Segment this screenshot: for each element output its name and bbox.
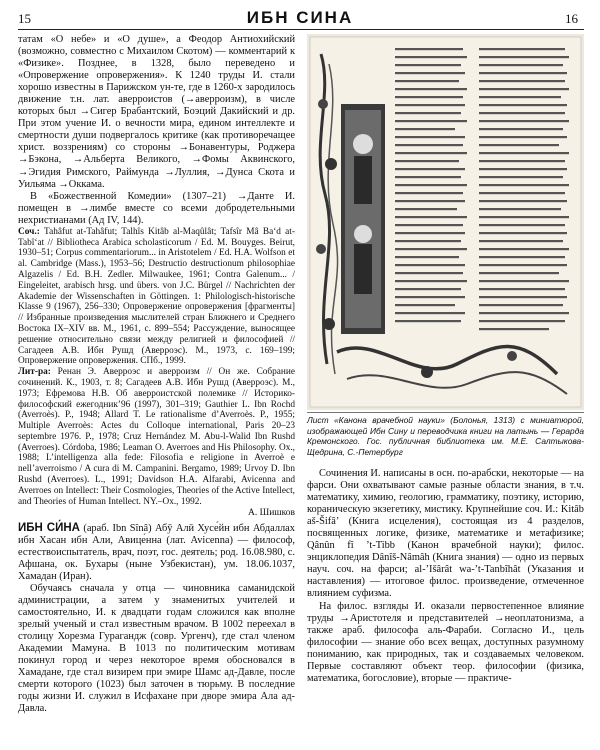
figure-caption: Лист «Канона врачебной науки» (Болонья, 1313) с миниатюрой, изображающей Ибн Сину и переводчика книги на латынь — Герарда Кремонского. Гос. публичная библиотека им. М.Е. Салтыкова-Щедрина, С.-Петербург (307, 412, 584, 457)
entry-headword: ИБН СИ́НА (18, 521, 80, 534)
paragraph: Обучаясь сначала у отца — чиновника саманидской администрации, а затем у знаменитых учителей и самостоятельно, И. к двадцати годам сложился как вполне зрелый ученый и стал известным врачом. В 1002 переехал в столицу Хорезма Гурагандж (совр. Ургенч), где стал членом Академии Мамуна. В 1013 по политическим мотивам покинул город и через некоторое время обосновался в Хамадане, где стал визирем при эмире Шамс ад-Давле, после смерти которого (1023) был заточен в тюрьму. В последние годы жизни И. служил в Исфахане при дворе эмира Ала ад-Давла. (18, 582, 295, 715)
right-column (307, 468, 584, 685)
paragraph: татам «О небе» и «О душе», а Феодор Антиохийский (возможно, совместно с Михаилом Скотом) — комментарий к «Физике». Позднее, в 1328, было переведено и «Опровержение опровержения». К 1240 труды И. стали хорошо известны в Парижском ун-те, где в 1260-х зародилось движение т.н. лат. аверроистов (→аверроизм), в числе которых был →Сигер Брабантский, Боэций Дакийский и др. При этом учение И. о вечности мира, едином интеллекте и смертности души подвергалось критике (как противоречащее христ. воззрениям) со стороны →Бонавентуры, Роджера →Бэкона, →Альберта Великого, →Фомы Аквинского, →Эгидия Римского, Раймунда →Луллия, →Дунса Скота и Уильяма →Оккама. (18, 34, 295, 190)
works-text: Tahâfut at-Tahâfut; Talhîs Kitâb al-Maqûlât; Tafsîr Mâ Ba‘d at-Tabî‘at // Bibliotheca Arabica scholasticorum / Ed. M. Bouyges. Beirut, 1930–51; Corpus commentariorum... in Aristotelem / Ed. H.A. Wolfson et al. Cambridge (Mass.), 1953–56; Destructio destructionum philosophiae Algazelis / Ed. B.H. Zedler. Milwaukee, 1961; Contra Galenum... / Eingeleitet, arabisch hrsg. und übers. von J.C. Bürgel // Nachrichten der Akademie der Wissenschaften in Göttingen. 1: Philologisch-historische Klasse 9 (1967), 256–330; Опровержение опровержения [фрагменты] // Избранные произведения мыслителей стран Ближнего и Среднего Востока IX–XIV вв. М., 1961, с. 899–554; Рассуждение, выносящее решение относительно связи между религией и философией // Сагадеев А.В. Ибн Рушд (Аверроэс). М., 1973, с. 169–199; Опровержение опровержения. СПб., 1999. (18, 226, 295, 367)
entry-intro (18, 522, 295, 583)
page-number-right: 16 (565, 11, 578, 26)
works-label: Соч.: (18, 226, 40, 237)
running-title: ИБН СИНА (246, 8, 354, 27)
literature-label: Лит-ра: (18, 367, 51, 378)
page-number-left: 15 (18, 11, 31, 26)
header-rule (18, 29, 584, 30)
works-list (18, 227, 295, 367)
paragraph: В «Божественной Комедии» (1307–21) →Данте И. помещен в →лимбе вместе со всеми добродетельными нехристианами (Ад IV, 144). (18, 190, 295, 226)
paragraph: Сочинения И. написаны в осн. по-арабски, некоторые — на фарси. Они охватывают самые разные области знания, в т.ч. математику, химию, геологию, грамматику, поэтику, историю, кораническую экзегетику, мистику. Крупнейшие соч. И.: Kitâb aš-Šifâ’ (Книга исцеления), состоящая из 4 разделов, посвященных логике, физике, математике и метафизике; Qânûn fî ’t-Tibb (Канон врачебной науки); филос. энциклопедия Dânîš-Nâmâh (Книга знания) — одно из первых науч. соч. на фарси; al-’Išârât wa-’t-Tanbîhât (Указания и наставления) — итоговое филос. произведение, отмеченное влиянием суфизма. (307, 468, 584, 600)
author-signature: А. Шишков (248, 508, 295, 519)
literature-text: Ренан Э. Аверроэс и аверроизм // Он же. Собрание сочинений. К., 1903, т. 8; Сагадеев А.В. Ибн Рушд (Аверроэс). М., 1973; Ефремова Н.В. Об аверроистской полемике // Историко-философский ежегодник’96 (1997), 301–319; Gauthier L. Ibn Rochd (Averroès). P., 1948; Allard T. Le rationalisme d’Averroès. P., 1955; Multiple Averroès: Actes du Colloque international, Paris 20–23 septembre 1976. P., 1978; Cruz Hernández M. Abu-l-Walid Ibn Rushd (Averroes). Córdoba, 1986; Leaman O. Averroes and His Philosophy. Ox., 1988; L’intelligenza alla fede: Filosofia e religione in Averroè e nell’averroismo / A cura di M. Campanini. Bergamo, 1989; Urvoy D. Ibn Rushd (Averroes). L., 1991; Davidson H.A. Alfarabi, Avicenna and Averroes on Intellect: Their Cosmologies, Theories of the Active Intellect, and Theories of Human Intellect. NY.–Ox., 1992. (18, 367, 295, 507)
literature-list (18, 367, 295, 507)
running-header (0, 6, 600, 28)
manuscript-illustration (307, 34, 584, 410)
entry-definition: (араб. Ibn Sînâ) Абӯ Алӣ Хусе́йн ибн Абдаллах ибн Хасан ибн Али, Авице́нна (лат. Avicenna) — философ, естествоиспытатель, врач, поэт, гос. деятель; род. 16.08.980, с. Афшана, ок. Бухары (ныне Узбекистан), ум. 18.06.1037, Хамадан (Иран). (18, 522, 295, 582)
left-column (18, 34, 295, 715)
paragraph: На филос. взгляды И. оказали первостепенное влияние труды →Аристотеля и представителей →неоплатонизма, а также араб. философа аль-Фараби. Согласно И., цель философии — знание обо всех вещах, доступных разумному пониманию, как природных, так и создаваемых человеком. Первые составляют объект теор. философии (физика, математика, богословие), вторые — практиче- (307, 600, 584, 684)
